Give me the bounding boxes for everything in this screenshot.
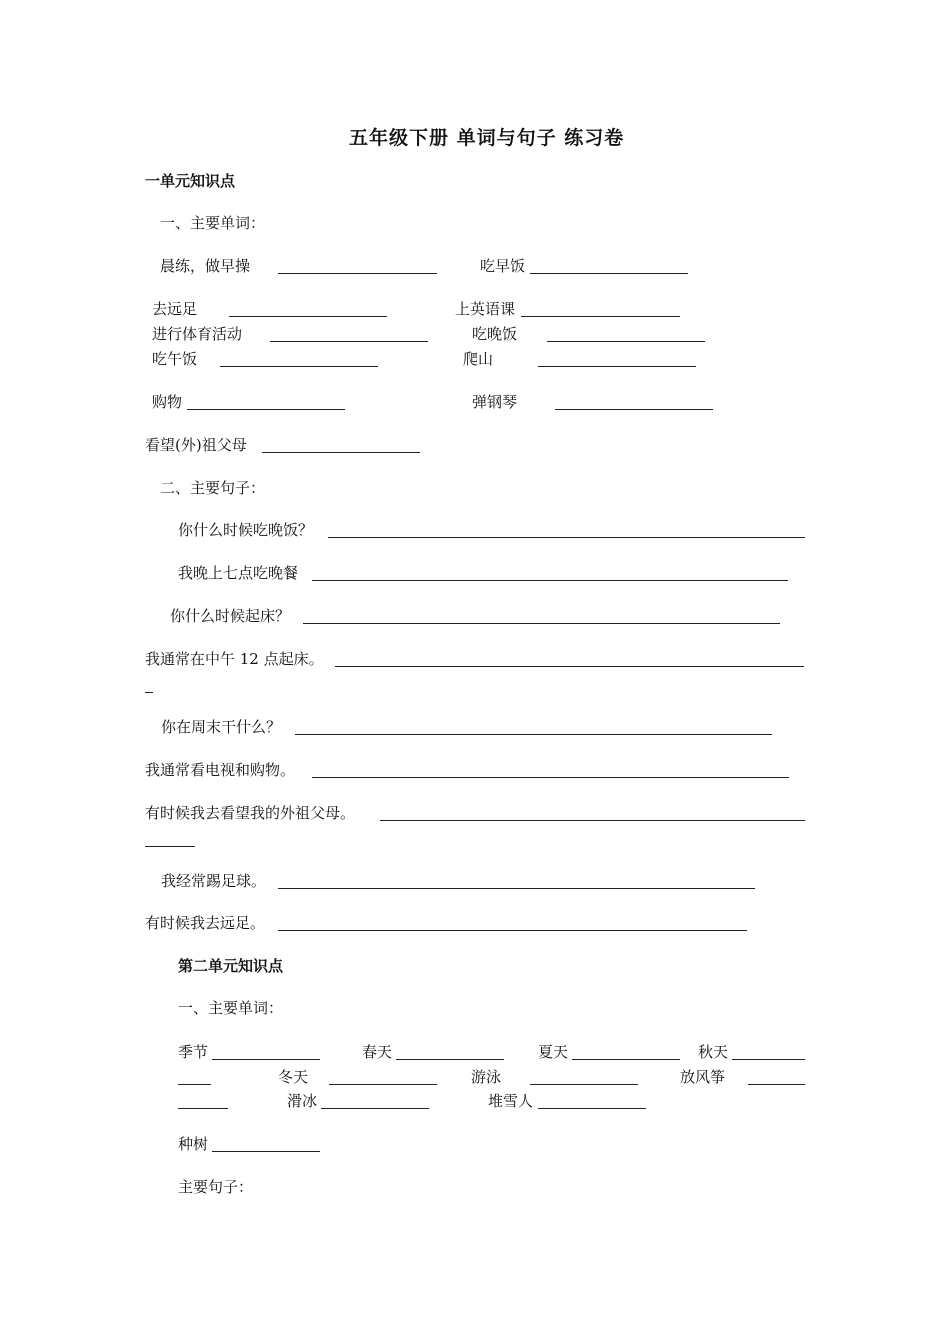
answer-blank-skate[interactable] bbox=[321, 1108, 429, 1109]
unit1-heading: 一单元知识点 bbox=[145, 172, 236, 190]
answer-blank-snowman[interactable] bbox=[538, 1108, 646, 1109]
sentence-label-1: 你什么时候吃晚饭？ bbox=[178, 521, 314, 539]
sentence-label-2: 我晚上七点吃晚餐 bbox=[178, 564, 299, 582]
answer-blank-english-class[interactable] bbox=[521, 316, 680, 317]
answer-blank-eat-breakfast[interactable] bbox=[530, 273, 688, 274]
sentence-label-4: 我通常在中午 12 点起床。 bbox=[145, 650, 324, 668]
unit2-words-heading: 一、主要单词： bbox=[178, 999, 284, 1017]
word-label-plant-trees: 种树 bbox=[178, 1135, 209, 1153]
sentence-label-7: 有时候我去看望我的外祖父母。 bbox=[145, 804, 356, 822]
word-label-play-sports: 进行体育活动 bbox=[152, 325, 243, 343]
unit2-heading: 第二单元知识点 bbox=[178, 957, 284, 975]
sentence-label-6: 我通常看电视和购物。 bbox=[145, 761, 296, 779]
sentence-label-3: 你什么时候起床？ bbox=[170, 607, 291, 625]
unit1-sentences-heading: 二、主要句子： bbox=[160, 479, 266, 497]
answer-blank-sentence-8[interactable] bbox=[278, 888, 755, 889]
answer-blank-go-hiking[interactable] bbox=[229, 316, 387, 317]
answer-blank-sentence-2[interactable] bbox=[312, 580, 788, 581]
answer-blank-swim[interactable] bbox=[530, 1084, 638, 1085]
answer-blank-play-sports[interactable] bbox=[270, 341, 428, 342]
answer-blank-sentence-4[interactable] bbox=[335, 666, 804, 667]
answer-blank-summer[interactable] bbox=[572, 1059, 680, 1060]
answer-blank-sentence-3[interactable] bbox=[303, 623, 780, 624]
answer-blank-play-piano[interactable] bbox=[555, 409, 713, 410]
word-label-visit-grandparents: 看望(外)祖父母 bbox=[145, 436, 247, 454]
sentence-label-9: 有时候我去远足。 bbox=[145, 914, 266, 932]
answer-blank-eat-lunch[interactable] bbox=[220, 366, 378, 367]
unit2-sentences-heading: 主要句子： bbox=[178, 1178, 254, 1196]
word-label-winter: 冬天 bbox=[278, 1068, 309, 1086]
word-label-season: 季节 bbox=[178, 1043, 209, 1061]
word-label-skate: 滑冰 bbox=[287, 1092, 318, 1110]
answer-blank-sentence-4-continued[interactable] bbox=[145, 692, 153, 693]
word-label-snowman: 堆雪人 bbox=[488, 1092, 534, 1110]
answer-blank-climb-mountains[interactable] bbox=[538, 366, 696, 367]
answer-blank-fly-kites[interactable] bbox=[748, 1084, 805, 1085]
answer-blank-morning-exercises[interactable] bbox=[278, 273, 437, 274]
answer-blank-sentence-6[interactable] bbox=[312, 777, 789, 778]
answer-blank-visit-grandparents[interactable] bbox=[262, 452, 420, 453]
word-label-fly-kites: 放风筝 bbox=[680, 1068, 726, 1086]
answer-blank-sentence-1[interactable] bbox=[328, 537, 805, 538]
word-label-eat-lunch: 吃午饭 bbox=[152, 350, 198, 368]
answer-blank-sentence-5[interactable] bbox=[295, 734, 772, 735]
answer-blank-sentence-9[interactable] bbox=[278, 930, 747, 931]
word-label-eat-dinner: 吃晚饭 bbox=[472, 325, 518, 343]
word-label-spring: 春天 bbox=[362, 1043, 393, 1061]
answer-blank-eat-dinner[interactable] bbox=[547, 341, 705, 342]
word-label-summer: 夏天 bbox=[538, 1043, 569, 1061]
word-label-english-class: 上英语课 bbox=[455, 300, 516, 318]
word-label-go-shopping: 购物 bbox=[152, 393, 183, 411]
answer-blank-sentence-7[interactable] bbox=[380, 820, 805, 821]
sentence-label-8: 我经常踢足球。 bbox=[161, 872, 267, 890]
answer-blank-autumn-continued[interactable] bbox=[178, 1084, 211, 1085]
word-label-play-piano: 弹钢琴 bbox=[472, 393, 518, 411]
word-label-autumn: 秋天 bbox=[698, 1043, 729, 1061]
word-label-swim: 游泳 bbox=[471, 1068, 502, 1086]
answer-blank-sentence-7-continued[interactable] bbox=[145, 846, 195, 847]
unit1-words-heading: 一、主要单词： bbox=[160, 214, 266, 232]
sentence-label-5: 你在周末干什么？ bbox=[161, 718, 282, 736]
answer-blank-spring[interactable] bbox=[396, 1059, 504, 1060]
answer-blank-go-shopping[interactable] bbox=[187, 409, 345, 410]
answer-blank-fly-kites-continued[interactable] bbox=[178, 1108, 228, 1109]
answer-blank-autumn[interactable] bbox=[732, 1059, 805, 1060]
word-label-eat-breakfast: 吃早饭 bbox=[480, 257, 526, 275]
word-label-morning-exercises: 晨练，做早操 bbox=[160, 257, 251, 275]
page-title: 五年级下册 单词与句子 练习卷 bbox=[349, 127, 625, 149]
word-label-climb-mountains: 爬山 bbox=[463, 350, 494, 368]
answer-blank-season[interactable] bbox=[212, 1059, 320, 1060]
answer-blank-winter[interactable] bbox=[329, 1084, 437, 1085]
answer-blank-plant-trees[interactable] bbox=[212, 1151, 320, 1152]
word-label-go-hiking: 去远足 bbox=[152, 300, 198, 318]
